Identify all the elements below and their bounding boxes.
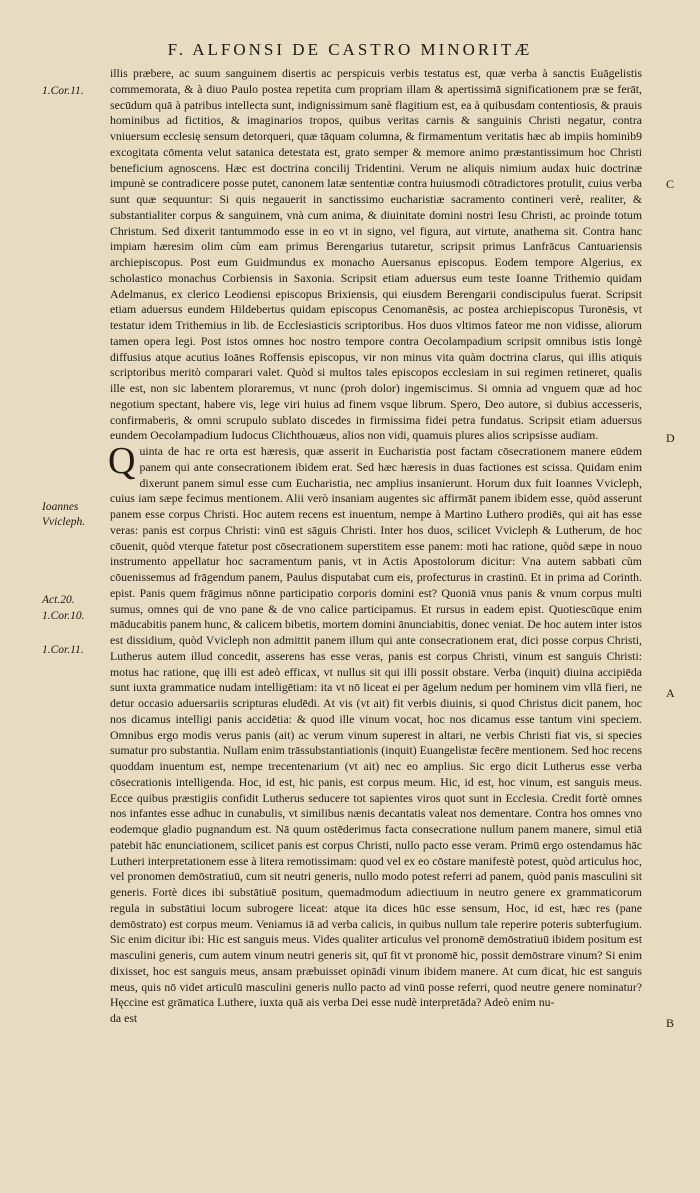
margin-note-cor-11b: 1.Cor.11. xyxy=(42,644,84,656)
running-title: F. ALFONSI DE CASTRO MINORITÆ xyxy=(167,40,533,59)
section-letter-d: D xyxy=(666,431,675,445)
margin-note-cor-11a: 1.Cor.11. xyxy=(42,85,84,97)
section-letter-a: A xyxy=(666,686,675,700)
margin-note-act-20: Act.20. xyxy=(42,594,75,606)
main-text-column xyxy=(110,66,642,1027)
margin-note-vvicleph: Vvicleph. xyxy=(42,516,86,528)
section-letter-c: C xyxy=(666,177,675,191)
margin-note-cor-10: 1.Cor.10. xyxy=(42,610,85,622)
paragraph-2 xyxy=(108,440,642,1011)
section-letter-b: B xyxy=(666,1016,675,1030)
paragraph-2-text: uinta de hac re orta est hæresis, quæ asserit in Eucharistia post factam cōsecrationem manere eūdem panem qui ante consecrationem ibidem erat. Sed hæc hæresis in duas factiones est scissa. Quidam enim dixerunt panem simul esse cum Eucharistia, nec amplius insanierunt. Horum dux fuit Ioannes Vvicleph, cuius iam sæpe fecimus mentionem. Alii verò insaniam augentes sic affirmāt panem ibidem esse, quòd asserunt panem esse corpus Christi. Hoc autem recens est inuentum, nempe à Martino Luthero prodiēs, qui ait has esse veras: panis est corpus Christi: vinū est sāguis Christi. Inter hos duos, scilicet Vvicleph & Lutherum, de hoc cōuenit, quòd vterque fatetur post cōsecrationem superstitem esse panem: moti hac ratione, quòd sæpe in nouo instrumento appellatur hoc sacramentum panis, vt in Actis Apostolorum dicitur: Vna autem sabbati cùm cōuenissemus ad frāgendum panem, Paulus disputabat cum eis, profecturus in crastinū. Et in prima ad Corinth. epist. Panis quem frāgimus nōnne participatio corporis domini est? Quoniā vnus panis & vnum corpus multi sumus, omnes qui de vno pane & de vno calice participamus. Et rursus in eadem epist. Quotiescūque enim māducabitis panem hunc, & calicem bibetis, mortem domini ānunciabitis, donec veniat. De hoc autem inter istos est dissidium, quòd Vvicleph non admittit panem illum qui ante consecrationem erat, dici posse corpus Christi, Lutherus autem illud concedit, asserens has esse veras, panis est corpus Christi, vinum est sanguis Christi: motus hac ratione, quę illi est adeò efficax, vt nullus sit qui illi possit obstare. Verba (inquit) diuina accipiēda sunt iuxta grammatice nudam intelligētiam: ita vt nō liceat ei per āgelum nedum per hominem vim vllā fieri, ne detur occasio aduersariis scripturas eludēdi. At vis (vt ait) fit verbis diuinis, si quod Christus dicit panem, hoc nos dicamus intelligi panis accidētia: & quod ille vinum vocat, hoc nos dicamus esse tantum vini speciem. Omnibus ergo modis verus panis (ait) ac verum vinum superest in altari, ne verbis Christi fiat vis, si species sumatur pro substantia. Nullam enim trāssubstantiationis (inquit) Euangelistæ fecēre mentionem. Sed hoc recens quoddam inuentum est, nempe trecentenarium (vt ait) nec eo amplius. Sic ergo dicit Lutherus esse verba cōsecrationis intelligenda. Hoc, id est, hic panis, est corpus meum. Hic, id est, hoc vinum, est sanguis meus. Ecce quibus præstigiis confidit Lutherus seducere tot sapientes viros quot sunt in Ecclesia. Credit fortè omnes nos infantes esse adhuc in cunabulis, vt similibus nænis decantatis valeat nos dementare. Contra hos omnes vno eodemque gladio pugnandum est. Nā quum ostēderimus facta consecratione nullum panem manere, simul etiā patebit hāc enunciationem, scilicet panis est corpus Christi, nullo pacto esse veram. Primū ergo ostendamus hāc Lutheri interpretationem esse à litera remotissimam: quod vel ex eo cōstare manifestè potest, quòd articulus hoc, vel pronomen demōstratiuū, cum sit neutri generis, nullo modo potest referri ad panem, quòd panis masculini sit generis. Fortè dices ibi substātiuē positum, quemadmodum adiectiuum in neutro genere ex grammaticorum regula in substātiui locum subrogere liceat: atque ita dices hūc esse sensum, Hoc, id est, hæc res (pane demōstrato) est corpus meum. Veniamus iā ad verba calicis, in quibus nullum tale reperire poteris subterfugium. Sic enim dicitur ibi: Hic est sanguis meus. Vides qualiter articulus vel pronomē demōstratiuū ibidem positum est masculini generis, cum autem vinum neutri generis sit, quī fit vt pronomē hic, possit demōstrare vinum? Si enim dixisset, hoc est sanguis meus, ansam præbuisset opinādi vinum ibidem manere. At cum dicat, hic est sanguis meus, quis nō videt articulū masculini generis nullo pacto ad vinū posse referri, quod neutre genere nominatur? Hęccine est grāmatica Luthere, iuxta quā ais verba Dei esse nudè interpretāda? Adeò enim nu- xyxy=(110,444,642,1010)
paragraph-1: illis præbere, ac suum sanguinem disertis ac perspicuis verbis testatus est, quæ verba à sanctis Euāgelistis commemorata, & à diuo Paulo postea repetita cum propriam illam & apertissimā significationem præ se ferāt, secūdum quā à patribus intellecta sunt, indignissimum sanè flagitium est, ea à quibusdam contentiosis, & prauis hominibus ad fictitios, & imaginarios tropos, quibus veritas carnis & sanguinis Christi negatur, contra vniuersum ecclesię sensum detorqueri, quæ tāquam columna, & firmamentum veritatis hæc ab impiis hominib9 excogitata cōmenta velut satanica detestata est, grato semper & memore animo præstantissimum hoc Christi beneficium agnoscens. Hæc est doctrina concilij Tridentini. Verum ne aliquis nimium audax huic doctrinæ impunè se contradicere posse putet, canonem latæ sententiæ contra huiusmodi cōtradictores protulit, cuius verba sunt quæ sequuntur: Si quis negauerit in sanctissimo eucharistiæ sacramento contineri verè, realiter, & substantialiter corpus & sanguinem, vnà cum anima, & diuinitate domini nostri Iesu Christi, ac proinde totum Christum. Sed dixerit tantummodo esse in eo vt in signo, vel figura, aut virtute, anathema sit. Contra hanc impiam hæresim olim cùm eam primus Berengarius tutaretur, scripsit primus Lanfrācus Cantuariensis archiepiscopus. Post eum Guidmundus ex monacho Auersanus episcopus. Eodem tempore Algerius, ex scholastico monachus Corbiensis in Saxonia. Scripsit etiam aduersus eum teste Ioanne Trithemio quidam Adelmanus, ex clerico Leodiensi episcopus Brixiensis, qui eiusdem Berengarii condiscipulus fuerat. Scripsit etiam aduersus eundem Hildebertus quidam episcopus Cenomanēsis, ac postea archiepiscopus Turonēsis, vt testatur idem Trithemius in lib. de Ecclesiasticis scriptoribus. Hos duos vltimos fateor me non vidisse, aliorum tamen opera legi. Post istos omnes hoc nostro tempore contra Oecolampadium scripsit omnibus istis longè diffusius atque acutius Ioānes Roffensis episcopus, vir non minus vita quàm doctrina clarus, qui illis atiquis scriptoribus meritò comparari valet. Quòd si multos tales episcopos ecclesiam in sui regimen retineret, qualis ille est, non sic labentem ploraremus, vt nunc (proh dolor) ingemiscimus. Si omnia ad vnguem quæ ad hoc negotium spectant, habere vis, lege viri huius ad finem vsque librum. Spero, Deo autore, si dubius accesseris, confirmaberis, & omni scrupulo sublato discedes in firmissima fidei petra fundatus. Scripsit etiam aduersus eundem Oecolampadium Iudocus Clichthouæus, alios non vidi, quamuis plures alios scripsisse audiam. xyxy=(110,66,642,443)
catchword: da est xyxy=(110,1011,138,1025)
drop-capital: Q xyxy=(108,440,136,482)
margin-note-ioannes: Ioannes xyxy=(42,501,79,513)
